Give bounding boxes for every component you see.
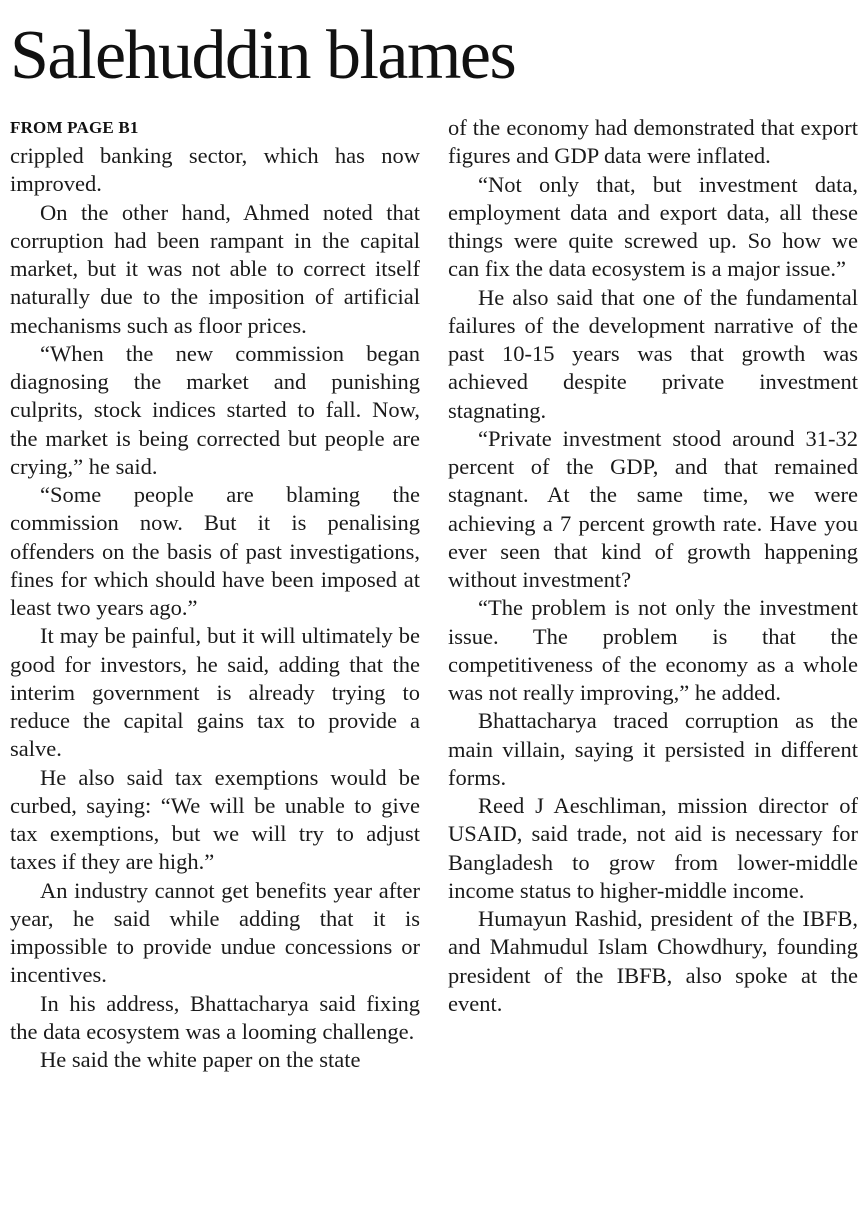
paragraph: He said the white paper on the state (40, 1047, 361, 1072)
paragraph: He also said that one of the fundamental failures of the development narrative of the past 10-15 years was that growth was achieved despite private investment stagnating. (448, 284, 858, 423)
paragraph: Humayun Rashid, president of the IBFB, and Mahmudul Islam Chowdhury, founding president of the IBFB, also spoke at the event. (448, 906, 858, 1016)
jump-line: FROM PAGE B1 (10, 118, 139, 137)
paragraph: “The problem is not only the investment issue. The problem is that the competitiveness of the economy as a whole was not really improving,” he added. (448, 595, 858, 705)
paragraph: “Not only that, but investment data, employment data and export data, all these things were quite screwed up. So how we can fix the data ecosystem is a major issue.” (448, 171, 858, 282)
paragraph: Bhattacharya traced corruption as the main villain, saying it persisted in different forms. (448, 708, 858, 790)
paragraph: of the economy had demonstrated that export figures and GDP data were inflated. (448, 115, 858, 169)
paragraph: On the other hand, Ahmed noted that corruption had been rampant in the capital market, but it was not able to correct itself naturally due to the imposition of artificial mechanisms such as floor prices. (10, 199, 420, 338)
paragraph: He also said tax exemptions would be curbed, saying: “We will be unable to give tax exemptions, but we will try to adjust taxes if they are high.” (10, 764, 420, 875)
article-column-left (10, 114, 420, 1074)
paragraph: It may be painful, but it will ultimately be good for investors, he said, adding that the interim government is already trying to reduce the capital gains tax to provide a salve. (10, 623, 420, 762)
paragraph: “When the new commission began diagnosing the market and punishing culprits, stock indices started to fall. Now, the market is being corrected but people are crying,” he said. (10, 340, 420, 479)
paragraph: Reed J Aeschliman, mission director of USAID, said trade, not aid is necessary for Bangladesh to grow from lower-middle income status to higher-middle income. (448, 793, 858, 903)
paragraph: In his address, Bhattacharya said fixing the data ecosystem was a looming challenge. (10, 990, 420, 1044)
headline: Salehuddin blames (10, 17, 516, 94)
paragraph: crippled banking sector, which has now improved. (10, 143, 420, 197)
article-column-right (448, 114, 858, 1018)
paragraph: An industry cannot get benefits year after year, he said while adding that it is impossible to provide undue concessions or incentives. (10, 877, 420, 988)
paragraph: “Some people are blaming the commission now. But it is penalising offenders on the basis of past investigations, fines for which should have been imposed at least two years ago.” (10, 482, 420, 620)
paragraph: “Private investment stood around 31-32 percent of the GDP, and that remained stagnant. At the same time, we were achieving a 7 percent growth rate. Have you ever seen that kind of growth happening without investment? (448, 425, 858, 592)
